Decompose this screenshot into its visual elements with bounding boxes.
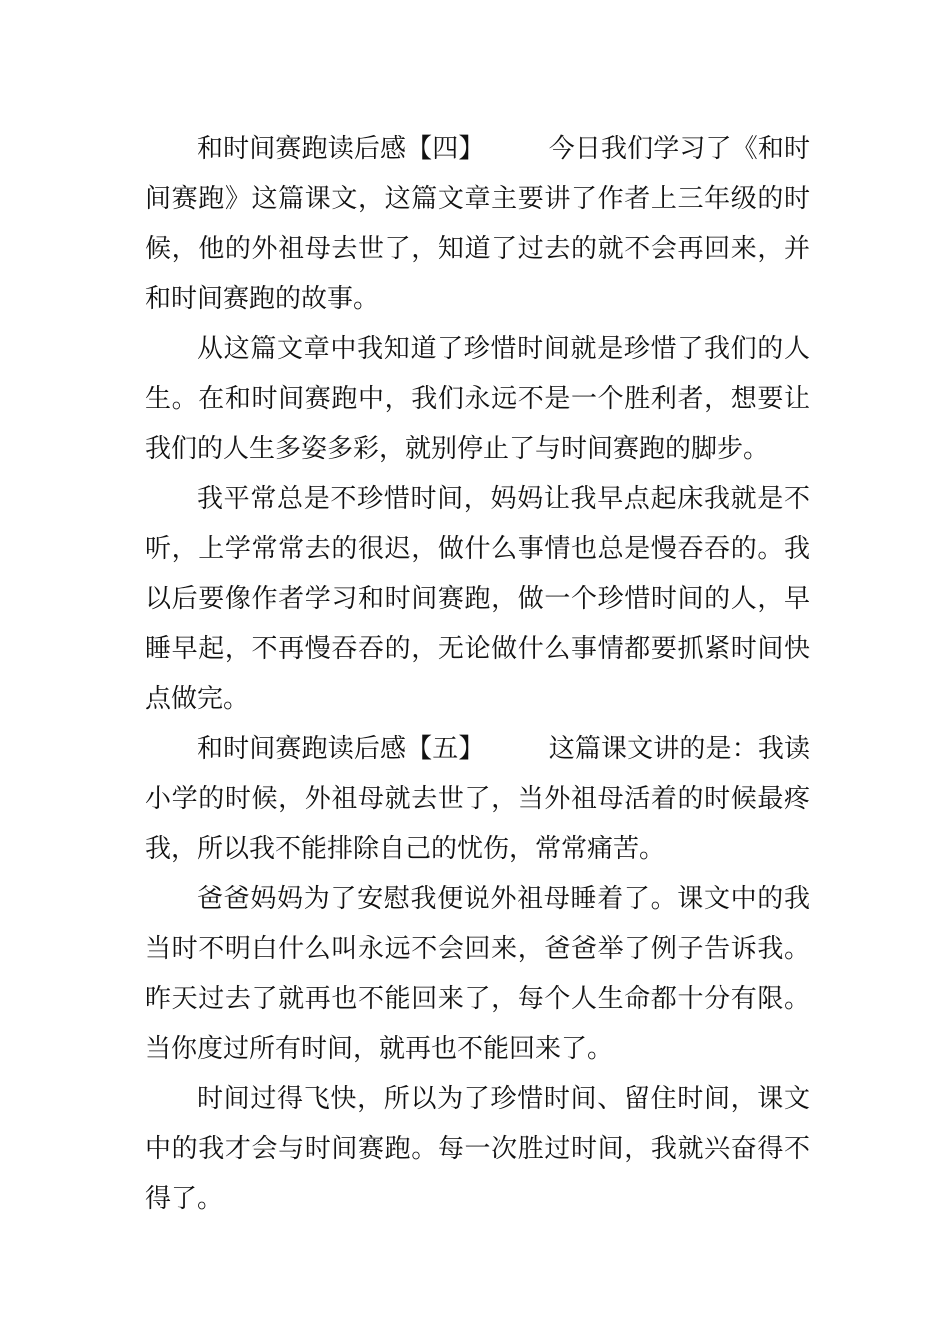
paragraph-5	[145, 874, 810, 1074]
paragraph-text: 爸爸妈妈为了安慰我便说外祖母睡着了。课文中的我当时不明白什么叫永远不会回来，爸爸举了例子告诉我。昨天过去了就再也不能回来了，每个人生命都十分有限。当你度过所有时间，就再也不能回来了。	[145, 884, 810, 1064]
section-heading-5: 和时间赛跑读后感【五】	[197, 734, 485, 764]
paragraph-text: 从这篇文章中我知道了珍惜时间就是珍惜了我们的人生。在和时间赛跑中，我们永远不是一个胜利者，想要让我们的人生多姿多彩，就别停止了与时间赛跑的脚步。	[145, 334, 810, 464]
paragraph-text: 我平常总是不珍惜时间，妈妈让我早点起床我就是不听，上学常常去的很迟，做什么事情也总是慢吞吞的。我以后要像作者学习和时间赛跑，做一个珍惜时间的人，早睡早起，不再慢吞吞的，无论做什么事情都要抓紧时间快点做完。	[145, 484, 810, 714]
paragraph-2	[145, 324, 810, 474]
paragraph-3	[145, 474, 810, 724]
paragraph-text: 今日我们学习了《和时间赛跑》这篇课文，这篇文章主要讲了作者上三年级的时候，他的外祖母去世了，知道了过去的就不会再回来，并和时间赛跑的故事。	[145, 134, 810, 314]
paragraph-4	[145, 724, 810, 874]
section-heading-4: 和时间赛跑读后感【四】	[197, 134, 485, 164]
paragraph-text: 时间过得飞快，所以为了珍惜时间、留住时间，课文中的我才会与时间赛跑。每一次胜过时间，我就兴奋得不得了。	[145, 1084, 810, 1214]
paragraph-text: 这篇课文讲的是：我读小学的时候，外祖母就去世了，当外祖母活着的时候最疼我，所以我不能排除自己的忧伤，常常痛苦。	[145, 734, 810, 864]
paragraph-1	[145, 124, 810, 324]
document-body	[145, 124, 810, 1224]
paragraph-6	[145, 1074, 810, 1224]
